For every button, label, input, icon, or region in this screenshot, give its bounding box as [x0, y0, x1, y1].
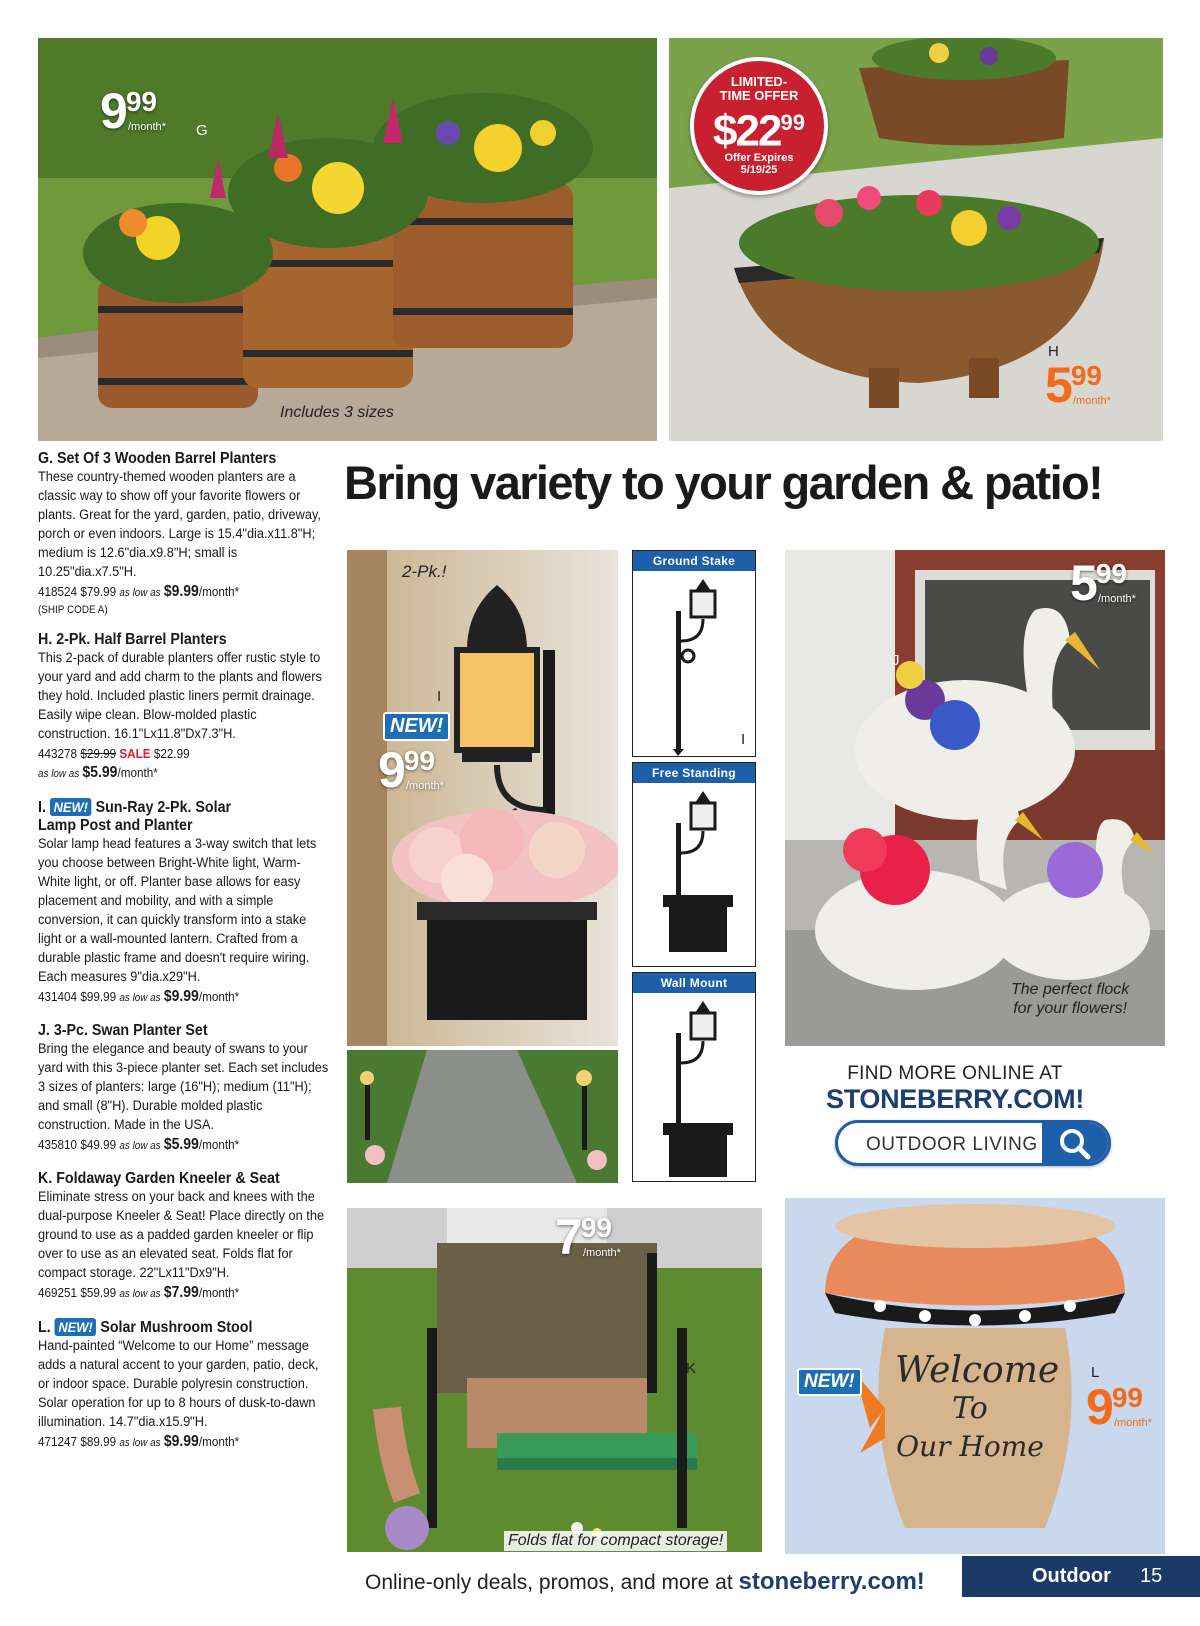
- find-more-online: [785, 1063, 1125, 1115]
- page-number: 15: [1140, 1565, 1163, 1587]
- item-letter-k: K: [686, 1360, 697, 1377]
- product-title: J. 3-Pc. Swan Planter Set: [38, 1022, 208, 1039]
- monthly-price: $9.99: [163, 988, 199, 1005]
- sign-line3: Our Home: [896, 1430, 1044, 1463]
- product-price-line: [38, 1432, 301, 1453]
- sku: 443278: [38, 746, 78, 761]
- price-cents: 99: [580, 1212, 612, 1243]
- new-badge-l: [797, 1368, 862, 1396]
- price-per: /month*: [1073, 395, 1111, 407]
- sku: 418524: [38, 584, 78, 599]
- page-headline: Bring variety to your garden & patio!: [344, 456, 1103, 509]
- product-title-line1: Solar Mushroom Stool: [100, 1319, 253, 1336]
- product-title: [38, 798, 307, 817]
- product-title-line2: Lamp Post and Planter: [38, 817, 193, 834]
- sku: 435810: [38, 1137, 78, 1152]
- product-prefix: I.: [38, 799, 46, 816]
- caption-2-pack: 2-Pk.!: [402, 562, 447, 581]
- price-per: /month*: [128, 121, 166, 133]
- product-title: H. 2-Pk. Half Barrel Planters: [38, 631, 227, 648]
- caption-folds-flat: Folds flat for compact storage!: [504, 1531, 727, 1551]
- sku: 471247: [38, 1434, 78, 1449]
- limited-time-offer-badge: [690, 57, 828, 195]
- caption-line1: The perfect flock: [1011, 981, 1130, 998]
- product-h: [38, 631, 330, 784]
- price: $49.99: [80, 1137, 117, 1152]
- panel-wall-mount: [632, 972, 756, 1182]
- per-month: /month*: [117, 765, 158, 780]
- caption-includes-sizes: Includes 3 sizes: [280, 404, 394, 421]
- panel-label: Wall Mount: [633, 973, 755, 993]
- new-badge: NEW!: [50, 798, 92, 816]
- product-price-line: [38, 987, 301, 1008]
- as-low-as: as low as: [119, 1437, 161, 1449]
- sku: 469251: [38, 1285, 78, 1300]
- product-l: [38, 1318, 330, 1453]
- badge-expiry-date: 5/19/25: [740, 163, 778, 176]
- search-icon: [1042, 1123, 1108, 1163]
- price-cents: 99: [403, 745, 435, 776]
- product-g: [38, 450, 330, 617]
- caption-flock: [1011, 980, 1129, 1018]
- search-button[interactable]: [1042, 1123, 1108, 1163]
- monthly-price: $5.99: [82, 764, 118, 781]
- footer-promo: [365, 1568, 925, 1596]
- badge-price-main: $22: [713, 106, 781, 156]
- sale-label: SALE: [119, 746, 151, 761]
- caption-line2: for your flowers!: [1013, 1000, 1128, 1017]
- product-price-line: [38, 1283, 301, 1304]
- footer-text: Online-only deals, promos, and more at: [365, 1571, 739, 1594]
- as-low-as: as low as: [119, 1288, 161, 1300]
- old-price: $29.99: [80, 746, 117, 761]
- product-j: [38, 1022, 330, 1156]
- product-k: [38, 1170, 330, 1304]
- panel-ground-stake: [632, 550, 756, 757]
- solar-lamp-image: [347, 550, 618, 1046]
- product-desc: Hand-painted “Welcome to our Home” message adds a natural accent to your garden, patio, deck, or indoor space. Durable polyresin construction. Solar operation for up to 8 hours of dusk-to-dawn illumination. 14.7"dia.x15.9"H.: [38, 1338, 319, 1430]
- photo-pathway-lamps: [347, 1050, 618, 1183]
- price: $79.99: [80, 584, 117, 599]
- price: $22.99: [153, 746, 190, 761]
- price-tag-j: [1070, 555, 1136, 611]
- price-tag-i: [378, 742, 444, 798]
- product-title: G. Set Of 3 Wooden Barrel Planters: [38, 450, 277, 467]
- price-tag-g: [100, 83, 166, 139]
- badge-price-cents: 99: [780, 110, 805, 135]
- price-per: /month*: [1114, 1417, 1152, 1429]
- sign-line1: Welcome: [895, 1350, 1060, 1391]
- price-per: /month*: [1098, 593, 1136, 605]
- price: $59.99: [80, 1285, 117, 1300]
- price-per: /month*: [583, 1247, 621, 1259]
- search-input[interactable]: OUTDOOR LIVING: [866, 1134, 1038, 1155]
- new-badge-i: [383, 712, 450, 741]
- product-descriptions: [38, 450, 330, 1467]
- as-low-as: as low as: [38, 768, 80, 780]
- price-main: 5: [1045, 357, 1071, 413]
- product-title: [38, 1318, 307, 1337]
- product-monthly-line: [38, 763, 301, 784]
- product-title: K. Foldaway Garden Kneeler & Seat: [38, 1170, 280, 1187]
- sku: 431404: [38, 989, 78, 1004]
- price-tag-l: [1086, 1379, 1152, 1435]
- search-box[interactable]: [835, 1120, 1111, 1166]
- price-main: 7: [555, 1209, 581, 1265]
- price-cents: 99: [1095, 558, 1127, 589]
- price: $99.99: [80, 989, 117, 1004]
- product-i: [38, 798, 330, 1008]
- price-tag-h: [1045, 357, 1111, 413]
- new-badge-label: NEW!: [383, 712, 450, 741]
- monthly-price: $7.99: [163, 1284, 199, 1301]
- as-low-as: as low as: [119, 1140, 161, 1152]
- product-desc: These country-themed wooden planters are a classic way to show off your favorite flowers or plants. Great for the yard, garden, patio, driveway, porch or even indoors. Large is 15.4"dia.x11.8"H; medium is 12.6"dia.x9.8"H; small is 10.25"dia.x7.5"H.: [38, 469, 321, 580]
- section-name: Outdoor: [1032, 1565, 1111, 1587]
- price-main: 9: [100, 83, 126, 139]
- panel-free-standing: [632, 762, 756, 967]
- badge-expiry-label: Offer Expires: [724, 151, 794, 164]
- monthly-price: $9.99: [163, 1433, 199, 1450]
- ground-stake-icon: [633, 571, 755, 756]
- item-letter-j: J: [892, 652, 900, 669]
- photo-swan-planters: [785, 550, 1165, 1046]
- per-month: /month*: [198, 989, 240, 1004]
- price-cents: 99: [125, 86, 157, 117]
- badge-line1: LIMITED-: [730, 74, 788, 89]
- as-low-as: as low as: [119, 587, 161, 599]
- product-price-line: [38, 582, 301, 603]
- free-standing-icon: [633, 783, 755, 966]
- price-main: 5: [1070, 555, 1096, 611]
- as-low-as: as low as: [119, 992, 161, 1004]
- sign-line2: To: [952, 1391, 988, 1426]
- price: $89.99: [80, 1434, 117, 1449]
- photo-solar-lamp-planter: [347, 550, 618, 1046]
- per-month: /month*: [198, 1434, 240, 1449]
- product-desc: Solar lamp head features a 3-way switch that lets you choose between Bright-White light, Warm-White light, or off. Planter base allows for easy placement and mobility, and with a simple conversion, it can quickly transform into a stake light or a wall-mounted lantern. Crafted from a durable plastic frame and doesn't require wiring. Each measures 9"dia.x29"H.: [38, 836, 317, 985]
- item-letter-i: I: [437, 688, 442, 705]
- badge-price: [694, 103, 824, 156]
- product-desc: Bring the elegance and beauty of swans to your yard with this 3-piece planter set. Each set includes 3 sizes of planters: large (16"H); medium (11"H); and small (8"H). Durable molded plastic construction. Made in the USA.: [38, 1041, 329, 1133]
- per-month: /month*: [198, 1285, 240, 1300]
- wall-mount-icon: [633, 993, 755, 1181]
- per-month: /month*: [198, 584, 240, 599]
- product-title-line1: Sun-Ray 2-Pk. Solar: [95, 799, 232, 816]
- footer-section-bar: [962, 1556, 1200, 1597]
- new-badge: NEW!: [55, 1318, 97, 1336]
- footer-site-link[interactable]: stoneberry.com!: [738, 1568, 925, 1595]
- price-tag-k: [555, 1209, 621, 1265]
- product-price-line: [38, 744, 301, 763]
- per-month: /month*: [198, 1137, 240, 1152]
- price-main: 9: [378, 742, 404, 798]
- panel-label: Free Standing: [633, 763, 755, 783]
- new-badge-label: NEW!: [797, 1368, 862, 1396]
- price-cents: 99: [1111, 1382, 1143, 1413]
- price-per: /month*: [406, 780, 444, 792]
- item-letter-l: L: [1091, 1364, 1100, 1381]
- find-more-line1: FIND MORE ONLINE AT: [847, 1063, 1063, 1084]
- price-main: 9: [1086, 1379, 1112, 1435]
- mushroom-sign: [895, 1350, 1060, 1466]
- panel-label: Ground Stake: [633, 551, 755, 571]
- product-prefix: L.: [38, 1319, 51, 1336]
- product-desc: This 2-pack of durable planters offer rustic style to your yard and add charm to the plants and flowers they hold. Included plastic liners permit drainage. Easily wipe clean. Blow-molded plastic construction. 16.1"Lx11.8"Dx7.3"H.: [38, 650, 322, 742]
- item-letter-h: H: [1048, 343, 1059, 360]
- panel-letter: I: [741, 731, 746, 748]
- product-desc: Eliminate stress on your back and knees with the dual-purpose Kneeler & Seat! Place directly on the ground to use as a padded garden kneeler or flip over to use as an elevated seat. Folds flat for compact storage. 22"Lx11"Dx9"H.: [38, 1189, 325, 1281]
- find-more-site[interactable]: STONEBERRY.COM!: [825, 1084, 1085, 1114]
- monthly-price: $5.99: [163, 1136, 199, 1153]
- price-cents: 99: [1070, 360, 1102, 391]
- swan-planters-image: [785, 550, 1165, 1046]
- monthly-price: $9.99: [163, 583, 199, 600]
- ship-code: (SHIP CODE A): [38, 604, 108, 616]
- product-price-line: [38, 1135, 301, 1156]
- badge-line2: TIME OFFER: [719, 88, 799, 103]
- pathway-image: [347, 1050, 618, 1183]
- item-letter-g: G: [196, 122, 208, 139]
